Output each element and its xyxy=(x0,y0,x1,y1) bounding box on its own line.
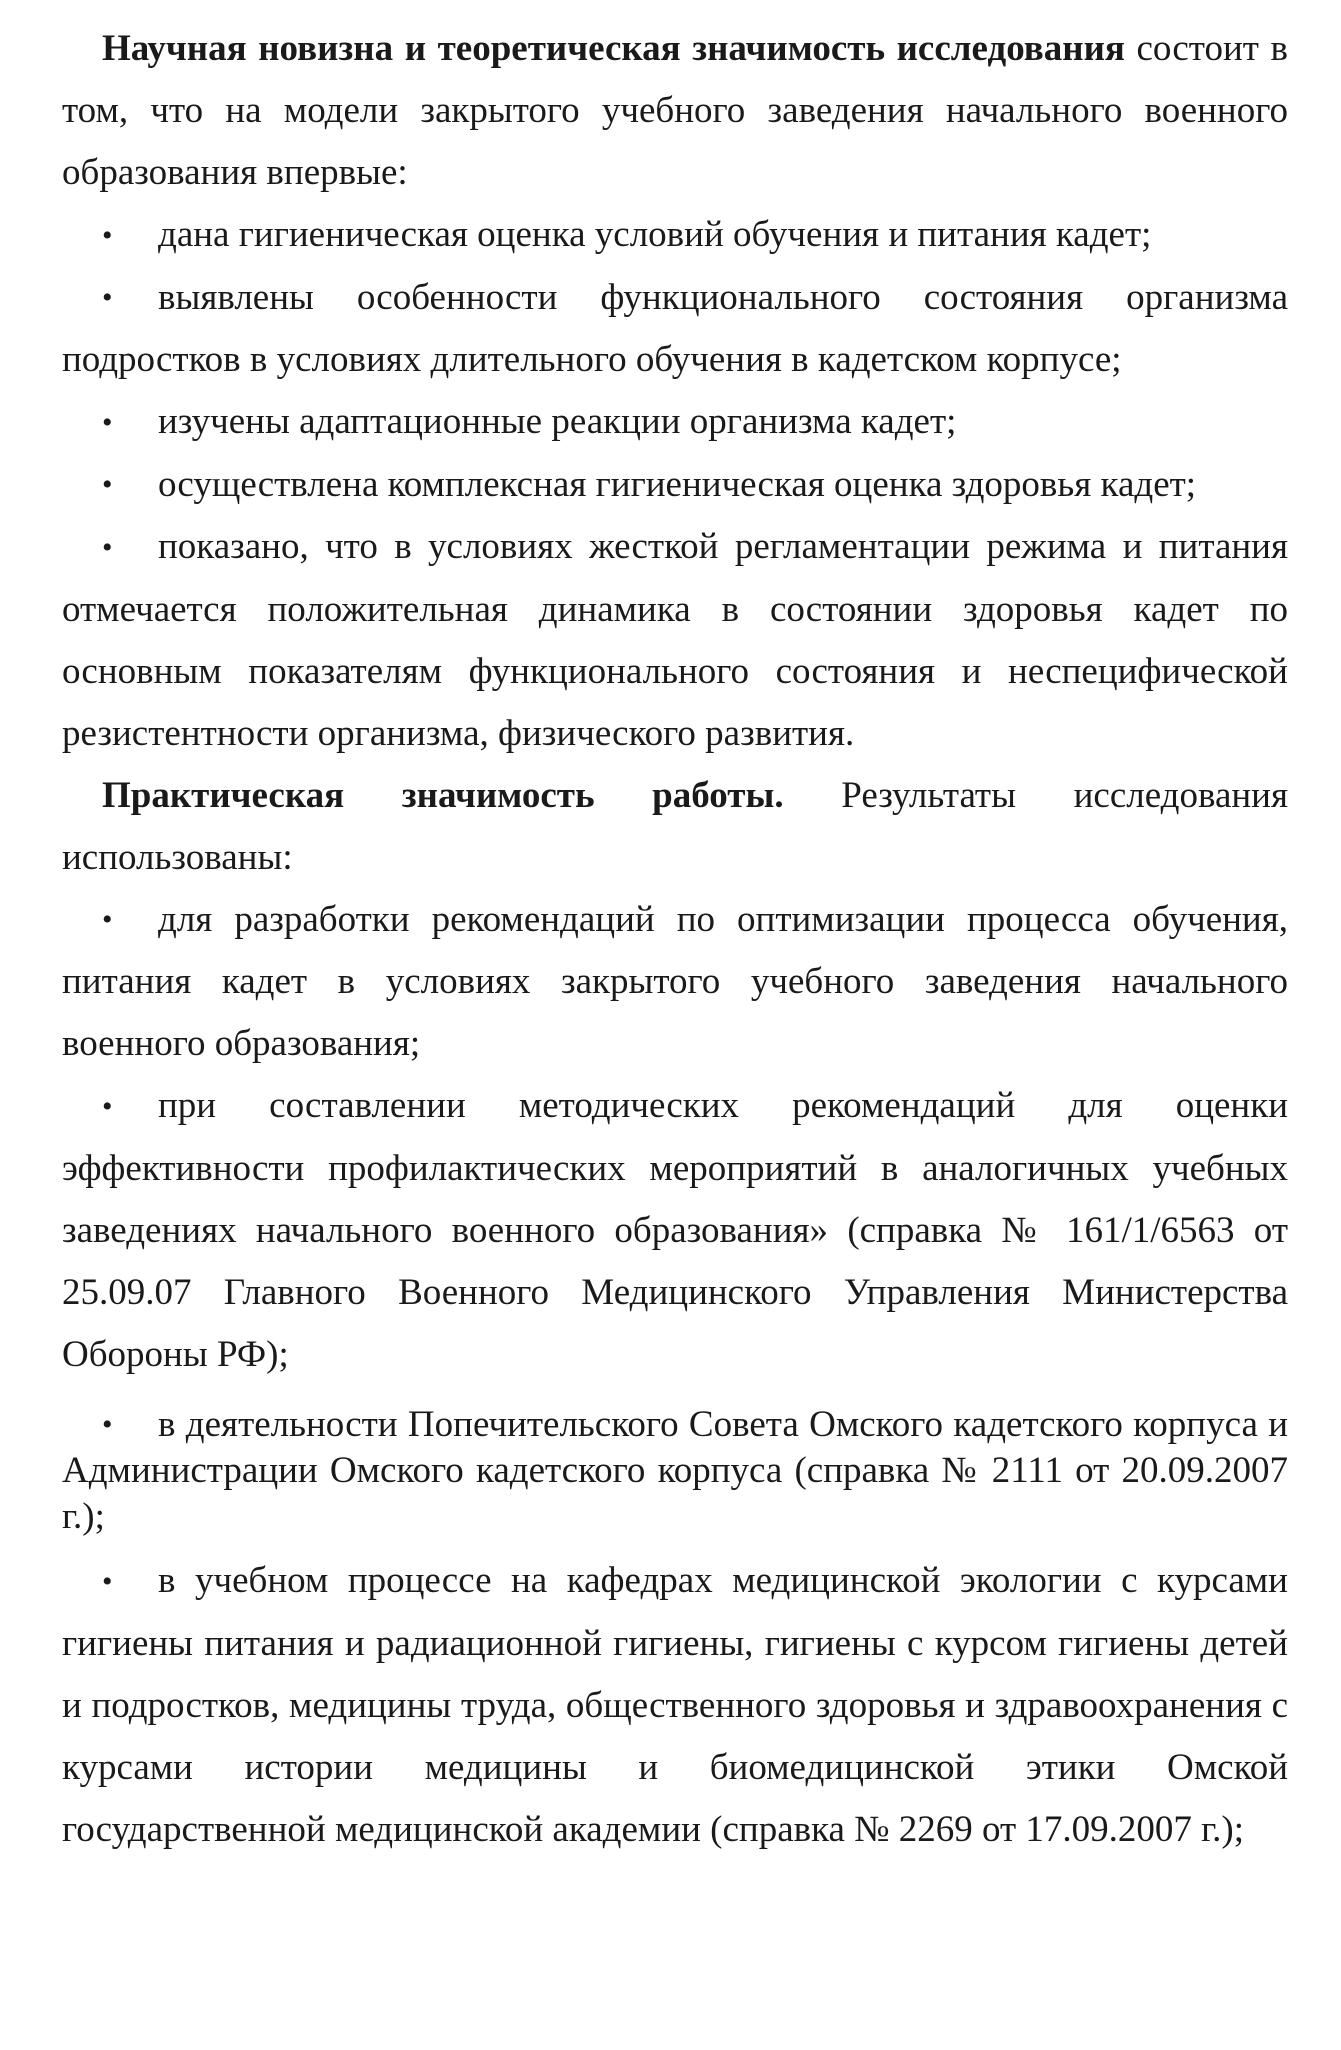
novelty-paragraph xyxy=(62,18,1288,204)
bullet-icon: • xyxy=(102,1564,113,1598)
bullet-icon: • xyxy=(102,405,113,439)
novelty-item-1 xyxy=(62,204,1288,267)
novelty-item-3 xyxy=(62,391,1288,454)
practical-item-2 xyxy=(62,1075,1288,1386)
practical-item-3 xyxy=(62,1402,1288,1541)
novelty-intro: состоит в том, что на модели закрытого учебного заведения начального военного образования впервые: xyxy=(62,28,1288,193)
novelty-item-text: показано, что в условиях жесткой регламентации режима и питания отмечается положительная динамика в состоянии здоровья кадет по основным показателям функционального состояния и неспецифической резистентности организма, физического развития. xyxy=(62,526,1288,754)
practical-item-text: для разработки рекомендаций по оптимизации процесса обучения, питания кадет в условиях закрытого учебного заведения начального военного образования; xyxy=(62,898,1288,1064)
novelty-item-4 xyxy=(62,454,1288,517)
practical-item-text: в учебном процессе на кафедрах медицинской экологии с курсами гигиены питания и радиационной гигиены, гигиены с курсом гигиены детей и подростков, медицины труда, общественного здоровья и здравоохранения с курсами истории медицины и биомедицинской этики Омской государственной медицинской академии (справка № 2269 от 17.09.2007 г.); xyxy=(62,1560,1288,1850)
bullet-icon: • xyxy=(102,468,113,501)
novelty-item-text: дана гигиеническая оценка условий обучения и питания кадет; xyxy=(158,214,1152,255)
practical-item-1 xyxy=(62,889,1288,1076)
practical-paragraph xyxy=(62,765,1288,889)
novelty-item-text: изучены адаптационные реакции организма кадет; xyxy=(158,401,957,442)
practical-intro: Результаты исследования использованы: xyxy=(62,774,1288,878)
bullet-icon: • xyxy=(102,903,113,936)
bullet-icon: • xyxy=(102,218,113,252)
document-body xyxy=(62,18,1288,1861)
bullet-icon: • xyxy=(102,1408,113,1441)
practical-item-text: в деятельности Попечительского Совета Омского кадетского корпуса и Администрации Омского кадетского корпуса (справка № 2111 от 20.09.2007 г.); xyxy=(62,1403,1288,1537)
novelty-heading: Научная новизна и теоретическая значимость исследования xyxy=(102,28,1125,69)
novelty-item-text: выявлены особенности функционального состояния организма подростков в условиях длительного обучения в кадетском корпусе; xyxy=(62,276,1288,380)
novelty-item-2 xyxy=(62,267,1288,392)
bullet-icon: • xyxy=(102,1089,113,1123)
practical-heading: Практическая значимость работы. xyxy=(102,774,784,816)
practical-item-text: при составлении методических рекомендаций для оценки эффективности профилактических мероприятий в аналогичных учебных заведениях начального военного образования» (справка № 161/1/6563 от 25.09.07 Главного Военного Медицинского Управления Министерства Обороны РФ); xyxy=(62,1085,1288,1375)
novelty-item-text: осуществлена комплексная гигиеническая оценка здоровья кадет; xyxy=(158,463,1197,505)
bullet-icon: • xyxy=(102,281,113,314)
novelty-item-5 xyxy=(62,516,1288,765)
bullet-icon: • xyxy=(102,530,113,564)
practical-item-4 xyxy=(62,1550,1288,1861)
